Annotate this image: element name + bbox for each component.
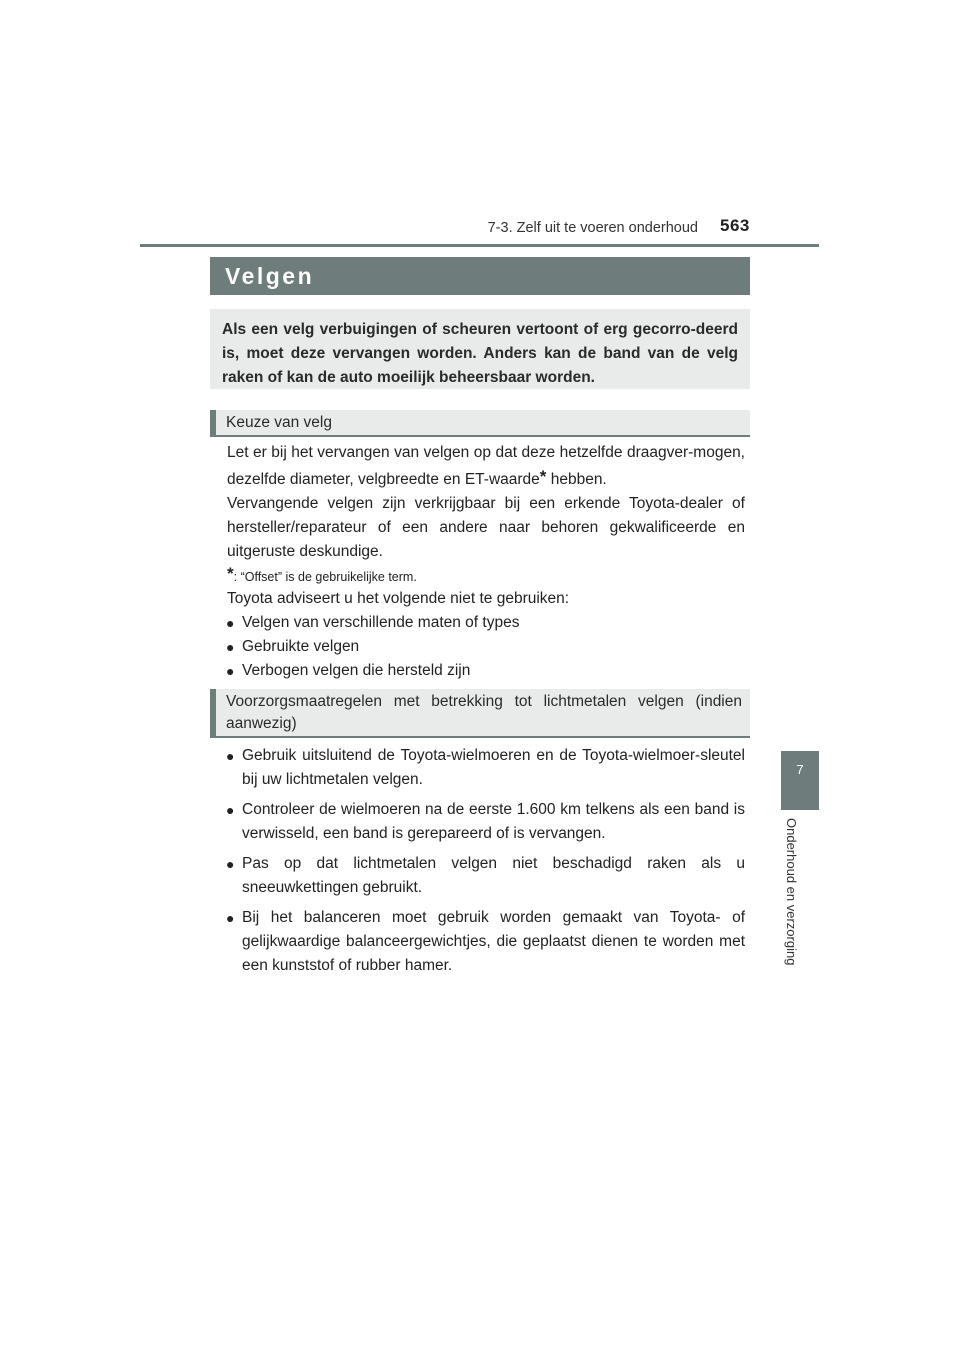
chapter-number: 7: [796, 762, 804, 777]
footnote-text: : “Offset” is de gebruikelijke term.: [233, 570, 417, 584]
chapter-name: Onderhoud en verzorging: [784, 818, 799, 966]
rim-choice-paragraph: [227, 441, 745, 492]
list-item: ● Verbogen velgen die hersteld zijn: [227, 659, 745, 683]
list-item: ● Pas op dat lichtmetalen velgen niet beschadigd raken als u sneeuwkettingen gebruikt.: [227, 852, 745, 900]
rim-choice-body: [227, 441, 745, 683]
asterisk-mark: *: [539, 467, 547, 486]
section-title: Velgen: [210, 257, 750, 295]
page-number: 563: [720, 216, 750, 235]
list-item: ● Velgen van verschillende maten of types: [227, 611, 745, 635]
rim-source-paragraph: Vervangende velgen zijn verkrijgbaar bij een erkende Toyota-dealer of hersteller/reparateur of een andere naar behoren gekwalificeerde en uitgeruste deskundige.: [227, 495, 745, 560]
paragraph-text-end: hebben.: [546, 471, 607, 488]
header-rule: [140, 244, 819, 247]
footnote: [227, 564, 745, 587]
precautions-list: [227, 744, 745, 978]
section-label: 7-3. Zelf uit te voeren onderhoud: [487, 220, 698, 236]
subheading-alloy-precautions: Voorzorgsmaatregelen met betrekking tot lichtmetalen velgen (indien aanwezig): [210, 689, 750, 738]
avoid-list: [227, 611, 745, 683]
page-header: [0, 0, 960, 250]
list-item: ● Gebruik uitsluitend de Toyota-wielmoeren en de Toyota-wielmoer-sleutel bij uw lichtmetalen velgen.: [227, 744, 745, 792]
list-item: ● Bij het balanceren moet gebruik worden gemaakt van Toyota- of gelijkwaardige balanceergewichtjes, die geplaatst dienen te worden met een kunststof of rubber hamer.: [227, 906, 745, 978]
advice-text: Toyota adviseert u het volgende niet te gebruiken:: [227, 590, 570, 607]
intro-box: Als een velg verbuigingen of scheuren vertoont of erg gecorro-deerd is, moet deze vervangen worden. Anders kan de band van de velg raken of kan de auto moeilijk beheersbaar worden.: [210, 309, 750, 389]
paragraph-text: Let er bij het vervangen van velgen op dat deze hetzelfde draagver-mogen, dezelfde diameter, velgbreedte en ET-waarde: [227, 444, 745, 488]
footnote-asterisk: *: [227, 564, 234, 583]
alloy-precautions-body: [227, 744, 745, 984]
subheading-rim-choice: Keuze van velg: [210, 410, 750, 437]
list-item: ● Gebruikte velgen: [227, 635, 745, 659]
list-item: ● Controleer de wielmoeren na de eerste 1.600 km telkens als een band is verwisseld, een band is gerepareerd of is vervangen.: [227, 798, 745, 846]
chapter-tab: [781, 751, 819, 810]
